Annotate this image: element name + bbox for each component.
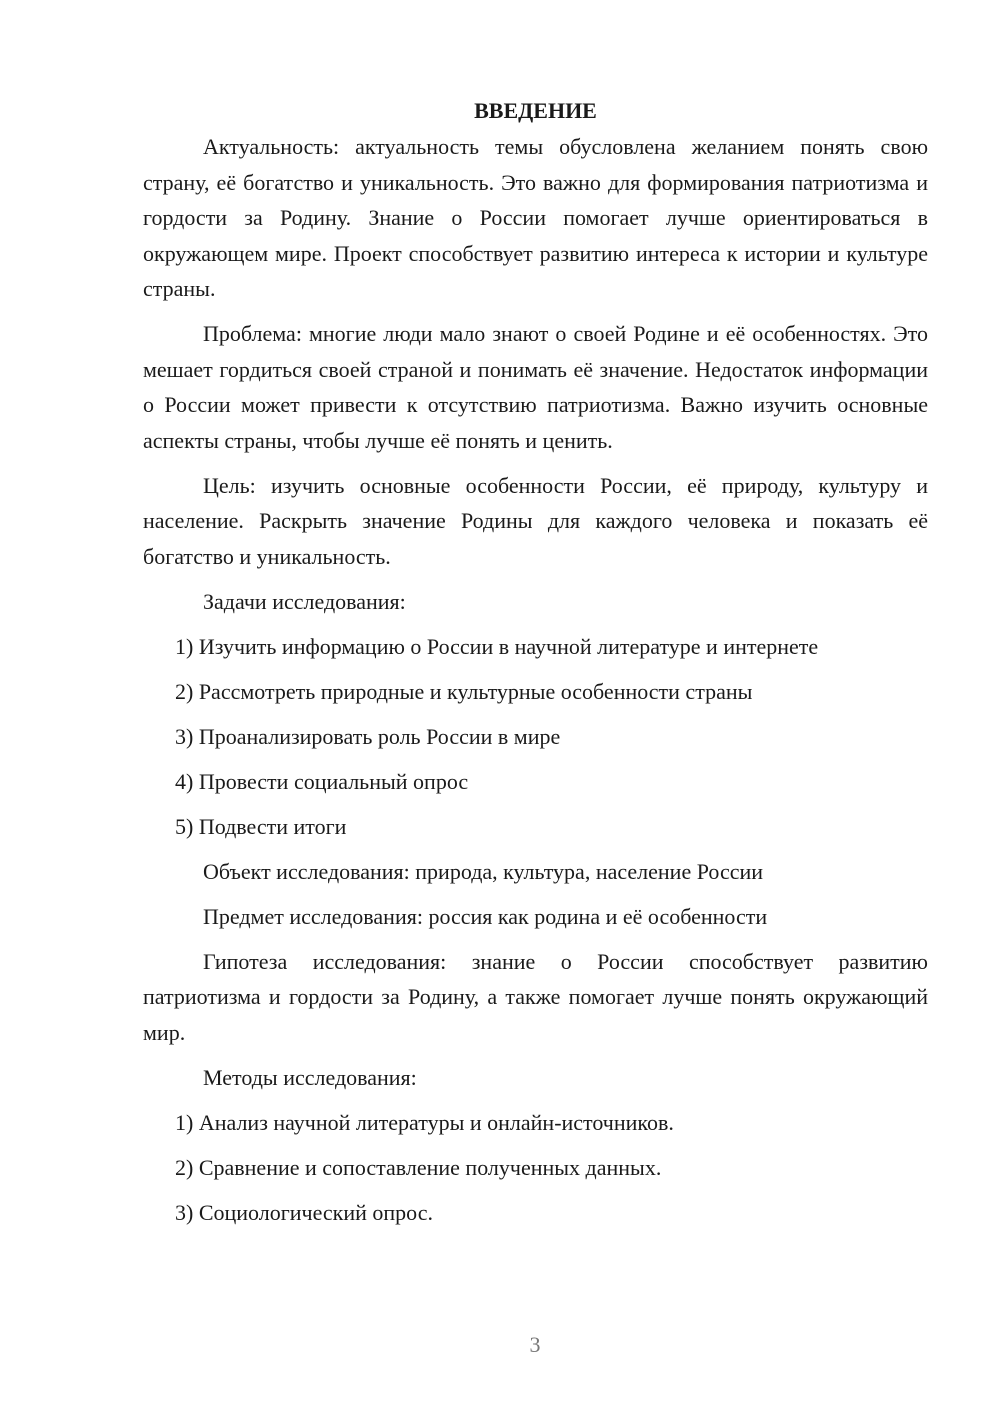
actuality-paragraph: Актуальность: актуальность темы обусловлена желанием понять свою страну, её богатство и уникальность. Это важно для формирования патриотизма и гордости за Родину. Знание о России помогает лучше ориентироваться в окружающем мире. Проект способствует развитию интереса к истории и культуре страны. <box>143 134 928 301</box>
task-item-5: 5) Подвести итоги <box>175 813 347 839</box>
task-item-2: 2) Рассмотреть природные и культурные особенности страны <box>175 678 753 704</box>
page-number: 3 <box>529 1332 541 1357</box>
method-item-2: 2) Сравнение и сопоставление полученных данных. <box>175 1154 662 1180</box>
section-title: ВВЕДЕНИЕ <box>474 98 597 123</box>
subject-paragraph: Предмет исследования: россия как родина и её особенности <box>203 903 768 929</box>
problem-paragraph: Проблема: многие люди мало знают о своей Родине и её особенностях. Это мешает гордиться своей страной и понимать её значение. Недостаток информации о России может привести к отсутствию патриотизма. Важно изучить основные аспекты страны, чтобы лучше её понять и ценить. <box>143 321 928 453</box>
hypothesis-paragraph: Гипотеза исследования: знание о России способствует развитию патриотизма и гордости за Родину, а также помогает лучше понять окружающий мир. <box>143 948 928 1045</box>
tasks-heading: Задачи исследования: <box>203 588 406 614</box>
method-item-1: 1) Анализ научной литературы и онлайн-источников. <box>175 1109 674 1135</box>
goal-paragraph: Цель: изучить основные особенности России, её природу, культуру и население. Раскрыть значение Родины для каждого человека и показать её богатство и уникальность. <box>143 472 928 569</box>
methods-heading: Методы исследования: <box>203 1064 417 1090</box>
method-item-3: 3) Социологический опрос. <box>175 1199 433 1225</box>
page-content <box>143 93 928 1240</box>
task-item-4: 4) Провести социальный опрос <box>175 768 469 794</box>
task-item-1: 1) Изучить информацию о России в научной литературе и интернете <box>175 633 819 659</box>
object-paragraph: Объект исследования: природа, культура, население России <box>203 858 764 884</box>
task-item-3: 3) Проанализировать роль России в мире <box>175 723 561 749</box>
